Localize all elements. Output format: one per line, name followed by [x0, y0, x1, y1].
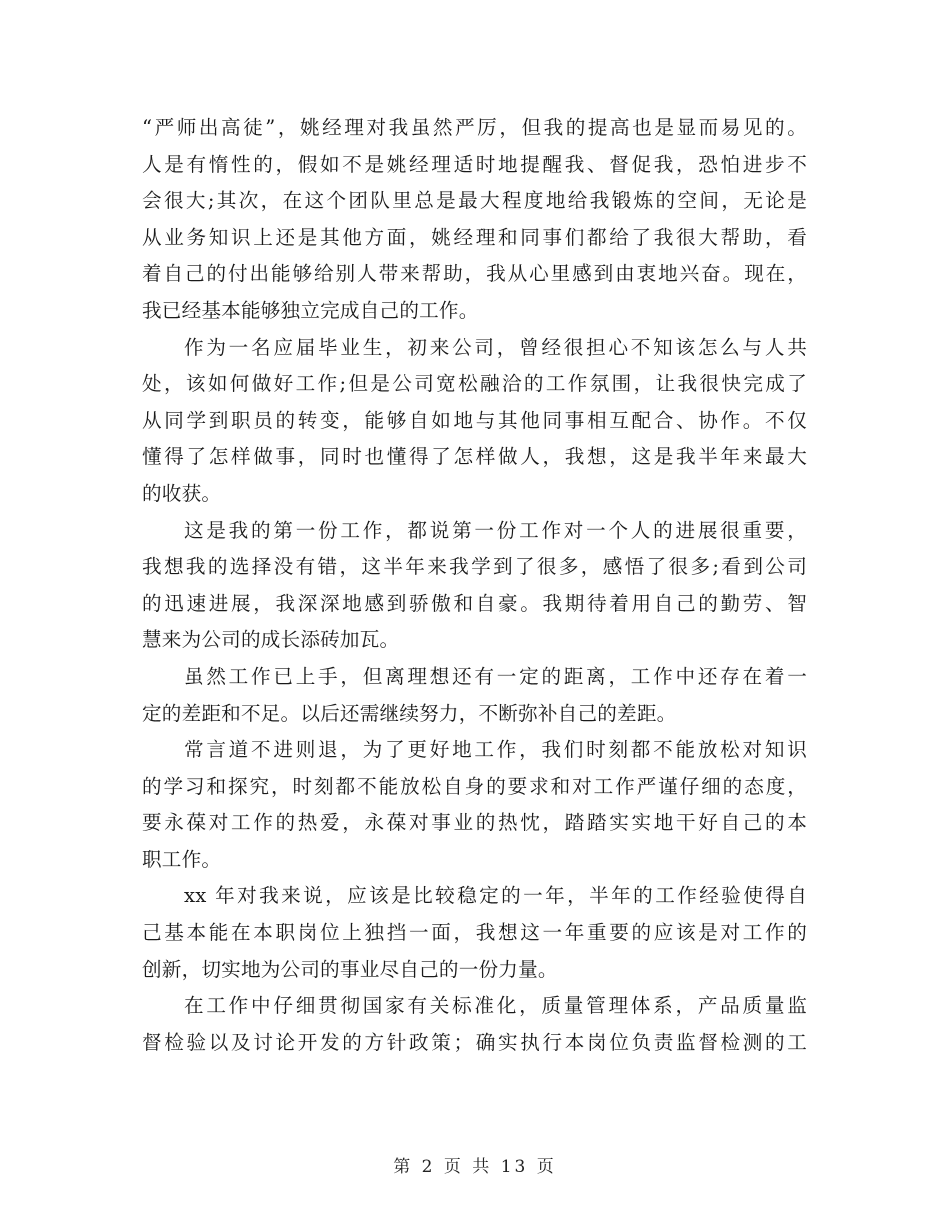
text-line: 职工作。 — [142, 847, 222, 871]
text-line: 在工作中仔细贯彻国家有关标准化，质量管理体系，产品质量监 — [184, 994, 807, 1018]
text-line: 的迅速进展，我深深地感到骄傲和自豪。我期待着用自己的勤劳、智 — [142, 591, 807, 615]
text-line: 我已经基本能够独立完成自己的工作。 — [142, 298, 479, 322]
text-line: 处，该如何做好工作;但是公司宽松融洽的工作氛围，让我很快完成了 — [142, 372, 807, 396]
text-line: 常言道不进则退，为了更好地工作，我们时刻都不能放松对知识 — [184, 738, 807, 762]
text-line: 作为一名应届毕业生，初来公司，曾经很担心不知该怎么与人共 — [184, 335, 807, 359]
text-line: 人是有惰性的，假如不是姚经理适时地提醒我、督促我，恐怕进步不 — [142, 152, 807, 176]
text-line: 的收获。 — [142, 481, 222, 505]
text-line: 督检验以及讨论开发的方针政策；确实执行本岗位负责监督检测的工 — [142, 1030, 807, 1054]
text-line: 要永葆对工作的热爱，永葆对事业的热忱，踏踏实实地干好自己的本 — [142, 811, 807, 835]
text-line: xx 年对我来说，应该是比较稳定的一年，半年的工作经验使得自 — [184, 884, 807, 908]
text-line: 己基本能在本职岗位上独挡一面，我想这一年重要的应该是对工作的 — [142, 921, 807, 945]
text-line: 懂得了怎样做事，同时也懂得了怎样做人，我想，这是我半年来最大 — [142, 445, 807, 469]
text-line: 创新，切实地为公司的事业尽自己的一份力量。 — [142, 957, 558, 981]
text-line: 虽然工作已上手，但离理想还有一定的距离，工作中还存在着一 — [184, 664, 807, 688]
text-line: 从业务知识上还是其他方面，姚经理和同事们都给了我很大帮助，看 — [142, 225, 807, 249]
text-line: 定的差距和不足。以后还需继续努力，不断弥补自己的差距。 — [142, 701, 677, 725]
text-line: 我想我的选择没有错，这半年来我学到了很多，感悟了很多;看到公司 — [142, 555, 807, 579]
text-line: “严师出高徒”，姚经理对我虽然严厉，但我的提高也是显而易见的。 — [142, 116, 807, 139]
text-line: 着自己的付出能够给别人带来帮助，我从心里感到由衷地兴奋。现在， — [142, 262, 807, 286]
text-line: 这是我的第一份工作，都说第一份工作对一个人的进展很重要， — [184, 518, 807, 542]
text-line: 的学习和探究，时刻都不能放松自身的要求和对工作严谨仔细的态度， — [142, 774, 807, 798]
document-body — [142, 110, 807, 1061]
text-line: 慧来为公司的成长添砖加瓦。 — [142, 628, 400, 652]
text-line: 从同学到职员的转变，能够自如地与其他同事相互配合、协作。不仅 — [142, 408, 807, 432]
page-number-footer: 第 2 页 共 13 页 — [393, 1157, 557, 1177]
text-line: 会很大;其次，在这个团队里总是最大程度地给我锻炼的空间，无论是 — [142, 189, 807, 213]
